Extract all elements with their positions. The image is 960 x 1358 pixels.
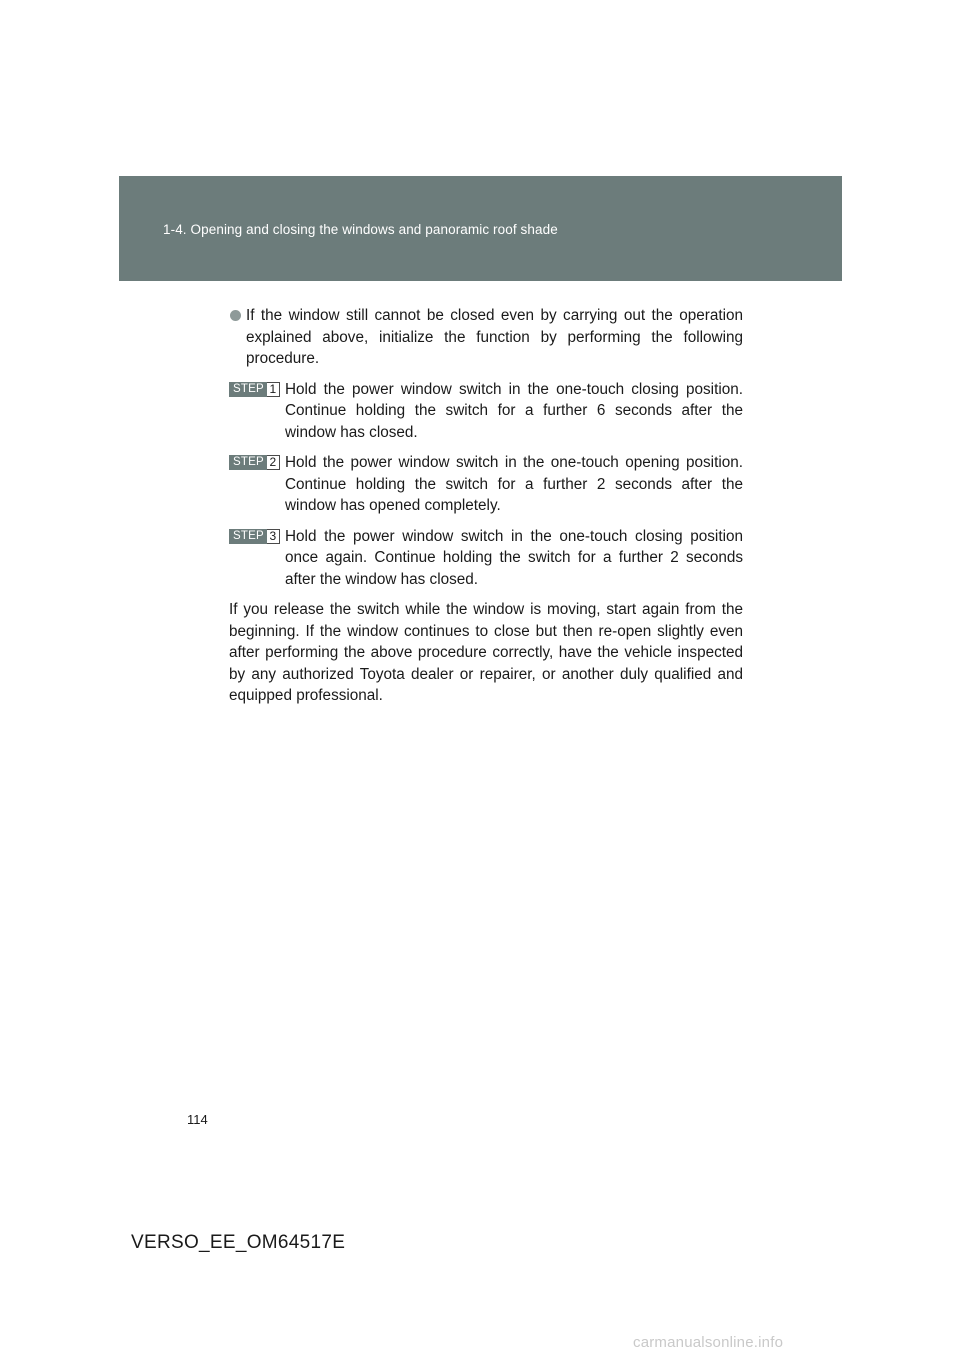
bullet-text: If the window still cannot be closed even by carrying out the operation explained above, initialize the function by performing the following procedure. — [246, 307, 743, 367]
step-number: 3 — [267, 529, 280, 544]
step-badge — [229, 382, 280, 397]
page-number: 114 — [187, 1112, 208, 1127]
bullet-item — [229, 305, 743, 370]
body-paragraph: If you release the switch while the window is moving, start again from the beginning. If the window continues to close but then re-open slightly even after performing the above procedure correctly, have the vehicle inspected by any authorized Toyota dealer or repairer, or another duly qualified and equipped professional. — [229, 601, 743, 704]
document-code: VERSO_EE_OM64517E — [131, 1232, 346, 1253]
step-number: 1 — [267, 382, 280, 397]
bullet-circle-icon — [230, 310, 241, 321]
step-3 — [229, 526, 743, 591]
step-text: Hold the power window switch in the one-touch opening position. Continue holding the switch for a further 2 seconds after the window has opened completely. — [285, 454, 743, 514]
section-title: 1-4. Opening and closing the windows and panoramic roof shade — [163, 222, 558, 237]
step-label: STEP — [229, 382, 267, 397]
step-label: STEP — [229, 529, 267, 544]
step-number: 2 — [267, 455, 280, 470]
step-label: STEP — [229, 455, 267, 470]
step-2 — [229, 452, 743, 517]
step-1 — [229, 379, 743, 444]
step-text: Hold the power window switch in the one-touch closing position once again. Continue holding the switch for a further 2 seconds after the window has closed. — [285, 527, 743, 588]
step-badge — [229, 455, 280, 470]
section-header-band — [119, 176, 842, 281]
watermark: carmanualsonline.info — [633, 1334, 784, 1351]
step-badge — [229, 529, 280, 544]
page-content — [229, 305, 743, 707]
step-text: Hold the power window switch in the one-touch closing position. Continue holding the switch for a further 6 seconds after the window has closed. — [285, 380, 743, 441]
